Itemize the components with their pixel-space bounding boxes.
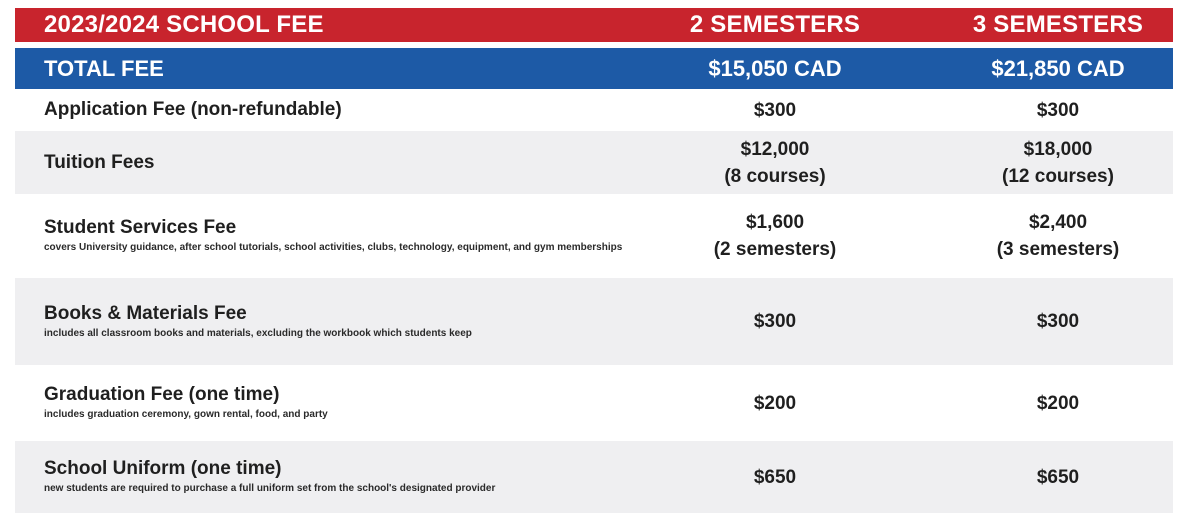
fee-amount-3-semesters <box>925 136 1191 190</box>
total-fee-label: TOTAL FEE <box>44 55 164 81</box>
amount-value: $2,400 <box>1028 212 1088 233</box>
fee-note: covers University guidance, after school tutorials, school activities, clubs, technology, equipment, and gym memberships <box>44 242 623 253</box>
fee-row-student-services <box>15 194 1173 278</box>
school-fee-table <box>15 8 1173 513</box>
fee-row-books-materials <box>15 278 1173 365</box>
amount-detail: (8 courses) <box>724 165 826 187</box>
amount-value: $650 <box>1036 466 1080 488</box>
fee-row-tuition <box>15 131 1173 194</box>
fee-amount-2-semesters <box>625 390 925 417</box>
fee-amount-3-semesters <box>925 308 1191 335</box>
fee-title: Student Services Fee <box>44 217 237 238</box>
fee-amount-3-semesters <box>925 390 1191 417</box>
fee-amount-3-semesters <box>925 97 1191 124</box>
fee-note: includes graduation ceremony, gown rental, food, and party <box>44 409 328 420</box>
fee-title: Tuition Fees <box>44 151 155 173</box>
fee-amount-2-semesters <box>625 308 925 335</box>
amount-detail: (2 semesters) <box>713 239 837 260</box>
fee-title: School Uniform (one time) <box>44 458 282 479</box>
column-header-3-semesters: 3 SEMESTERS <box>972 11 1144 38</box>
fee-amount-2-semesters <box>625 136 925 190</box>
amount-detail: (12 courses) <box>1002 165 1114 187</box>
amount-value: $12,000 <box>740 138 810 160</box>
total-fee-2-semesters: $15,050 CAD <box>708 55 842 81</box>
fee-amount-2-semesters <box>625 97 925 124</box>
total-fee-3-semesters: $21,850 CAD <box>991 55 1125 81</box>
fee-note: includes all classroom books and materials, excluding the workbook which students keep <box>44 327 472 339</box>
fee-amount-3-semesters <box>925 464 1191 491</box>
fee-row-application <box>15 89 1173 131</box>
amount-value: $200 <box>753 392 797 414</box>
fee-row-school-uniform <box>15 441 1173 513</box>
fee-title: Application Fee (non-refundable) <box>44 99 342 120</box>
column-header-2-semesters: 2 SEMESTERS <box>689 11 861 38</box>
amount-value: $18,000 <box>1023 138 1093 160</box>
total-fee-row <box>15 48 1173 89</box>
amount-value: $300 <box>1036 311 1080 332</box>
amount-value: $300 <box>753 311 797 332</box>
amount-value: $300 <box>1036 99 1080 121</box>
table-title: 2023/2024 SCHOOL FEE <box>44 11 324 38</box>
amount-value: $300 <box>753 99 797 121</box>
fee-amount-2-semesters <box>625 464 925 491</box>
fee-amount-2-semesters <box>625 209 925 263</box>
fee-row-graduation <box>15 365 1173 441</box>
fee-title: Books & Materials Fee <box>44 302 247 324</box>
amount-value: $200 <box>1036 392 1080 414</box>
amount-value: $1,600 <box>745 212 805 233</box>
fee-amount-3-semesters <box>925 209 1191 263</box>
amount-detail: (3 semesters) <box>996 239 1120 260</box>
fee-title: Graduation Fee (one time) <box>44 384 280 405</box>
amount-value: $650 <box>753 466 797 488</box>
fee-note: new students are required to purchase a full uniform set from the school's designated provider <box>44 483 496 494</box>
table-header-row <box>15 8 1173 42</box>
